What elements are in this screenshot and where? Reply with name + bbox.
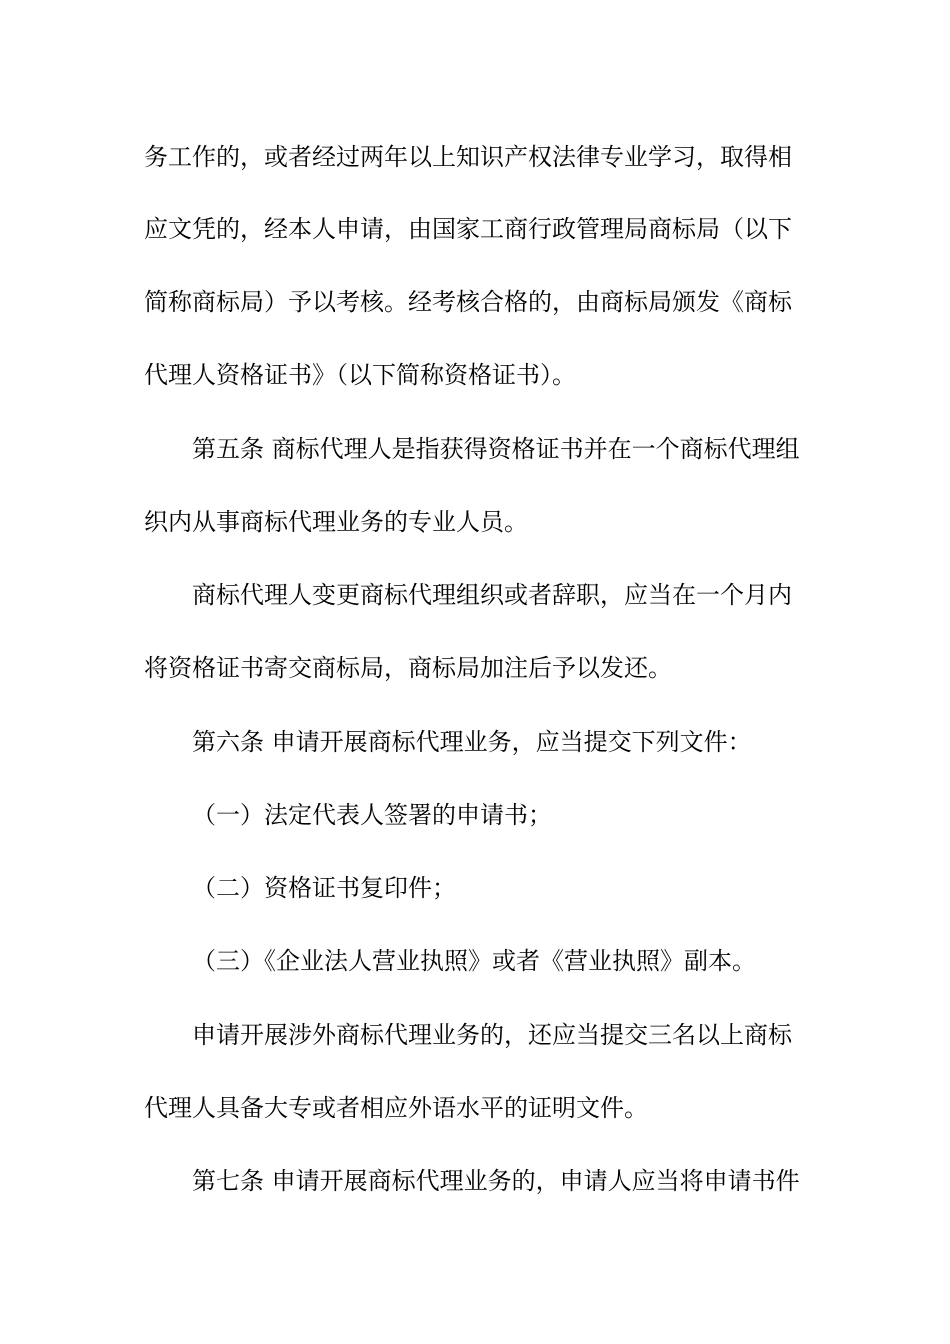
article-6-heading-line: 第六条 申请开展商标代理业务，应当提交下列文件： xyxy=(192,728,752,756)
paragraph-first-line: 申请开展涉外商标代理业务的，还应当提交三名以上商标 xyxy=(192,1021,792,1049)
article-5-heading-line: 第五条 商标代理人是指获得资格证书并在一个商标代理组 xyxy=(192,435,800,463)
body-text-line: 简称商标局）予以考核。经考核合格的，由商标局颁发《商标 xyxy=(144,288,792,316)
list-item-1: （一）法定代表人签署的申请书； xyxy=(192,801,552,829)
article-7-heading-line: 第七条 申请开展商标代理业务的，申请人应当将申请书件 xyxy=(192,1167,800,1195)
body-text-line: 将资格证书寄交商标局，商标局加注后予以发还。 xyxy=(144,654,672,682)
body-text-line: 代理人具备大专或者相应外语水平的证明文件。 xyxy=(144,1094,648,1122)
list-item-3: （三）《企业法人营业执照》或者《营业执照》副本。 xyxy=(192,947,756,975)
body-text-line: 应文凭的，经本人申请，由国家工商行政管理局商标局（以下 xyxy=(144,215,792,243)
list-item-2: （二）资格证书复印件； xyxy=(192,874,456,902)
body-text-line: 务工作的，或者经过两年以上知识产权法律专业学习，取得相 xyxy=(144,143,792,171)
body-text-line: 代理人资格证书》（以下简称资格证书）。 xyxy=(144,361,576,389)
body-text-line: 织内从事商标代理业务的专业人员。 xyxy=(144,508,528,536)
paragraph-first-line: 商标代理人变更商标代理组织或者辞职，应当在一个月内 xyxy=(192,581,792,609)
